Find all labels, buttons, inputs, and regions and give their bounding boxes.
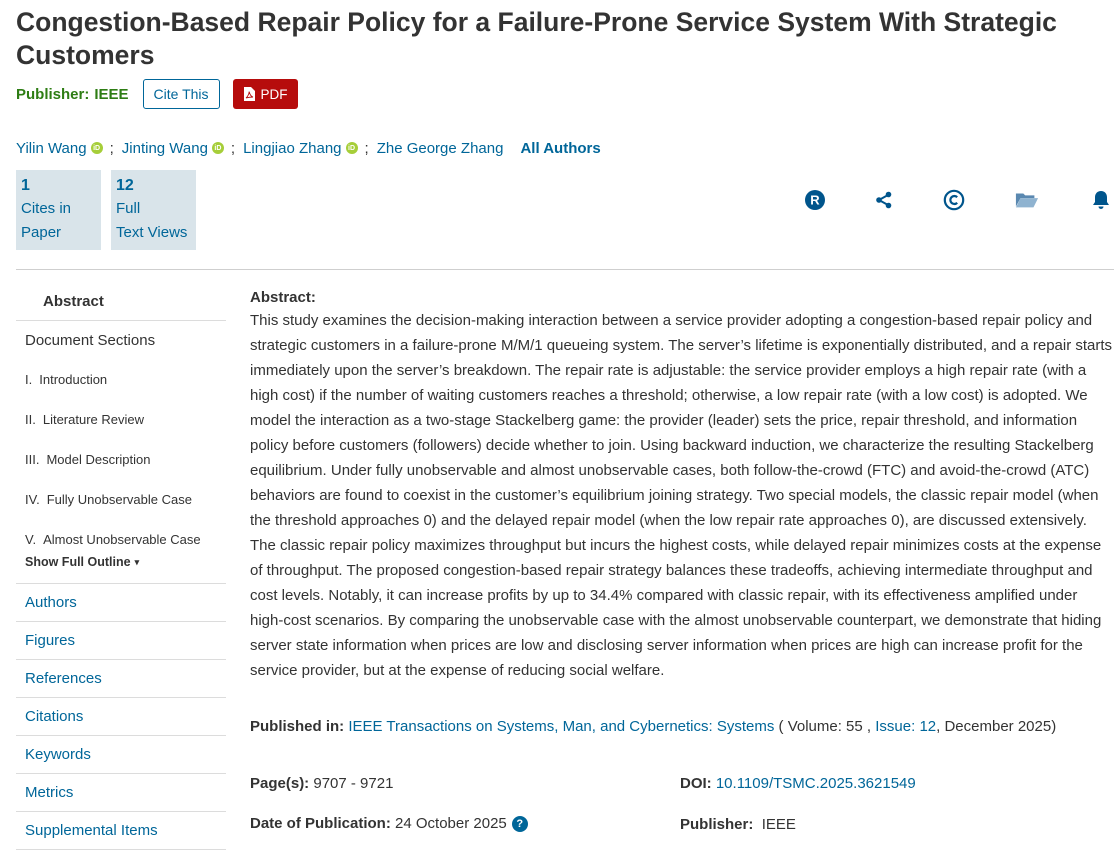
doi-field [680,774,916,794]
sidebar-section-link[interactable] [16,479,226,519]
section-number: III. [25,451,40,467]
cite-this-button[interactable]: Cite This [143,79,220,109]
sidebar-section-link[interactable] [16,439,226,479]
publisher-field [680,815,796,835]
publication-date-label: Date of Publication: [250,815,391,832]
sidebar-citations-link[interactable]: Citations [16,698,226,736]
author-link[interactable] [122,140,224,157]
share-icon[interactable] [872,188,896,212]
author-link[interactable] [377,140,504,157]
caret-down-icon[interactable]: ▾ [134,556,140,567]
publication-date-field [250,814,528,834]
all-authors-link[interactable]: All Authors [520,139,601,157]
show-full-outline-toggle[interactable] [16,552,226,572]
alerts-bell-icon[interactable] [1089,188,1113,212]
issue-link[interactable]: Issue: 12 [875,718,937,735]
publisher-name: IEEE [94,85,129,103]
metric-value[interactable]: 1 [21,177,30,194]
help-icon[interactable]: ? [512,816,528,832]
article-title: Congestion-Based Repair Policy for a Failure-Prone Service System With Strategic Customers [16,7,1057,70]
abstract-heading: Abstract: [250,289,316,306]
sidebar-supplemental-items-link[interactable]: Supplemental Items [16,812,226,850]
cites-in-paper-metric[interactable] [16,170,101,250]
sidebar-abstract-link[interactable]: Abstract [16,282,226,321]
pdf-icon [243,87,255,101]
publisher-meta-value: IEEE [761,816,796,833]
pages-field [250,774,393,794]
section-title[interactable]: Fully Unobservable Case [46,491,192,507]
pages-label: Page(s): [250,775,310,792]
sidebar-references-link[interactable]: References [16,660,226,698]
metric-value[interactable]: 12 [116,177,134,194]
sidebar-metrics-link[interactable]: Metrics [16,774,226,812]
show-outline-label[interactable]: Show Full Outline [25,555,131,569]
abstract-text: This study examines the decision-making interaction between a service provider adopting a congestion-based repair policy and strategic customers in a failure-prone M/M/1 queueing system. The server’s lifetime is exponentially distributed, and a repair starts immediately upon the server’s breakdown. The repair rate is adjustable: the service provider employs a high repair rate (with a high cost) if the number of waiting customers reaches a threshold; otherwise, a low repair rate (with a low cost) is adopted. We model the interaction as a two-stage Stackelberg game: the provider (leader) sets the price, repair threshold, and information policy before customers (followers) decide whether to join. Using backward induction, we characterize the resulting Stackelberg equilibrium. Under fully unobservable and almost unobservable cases, both follow-the-crowd (FTC) and avoid-the-crowd (ATC) behaviors are found to coexist in the customer’s equilibrium joining strategy. Two special models, the classic repair model (when the threshold approaches 0) and the delayed repair model (when the low repair rate approaches 0), are discussed extensively. The classic repair policy maximizes throughput but incurs the highest costs, while delayed repair minimizes costs at the expense of throughput. The proposed congestion-based repair strategy balances these tradeoffs, achieving intermediate throughput and cost levels. Notably, it can increase profits by up to 34.4% compared with classic repair, with its effectiveness amplified under high-cost scenarios. By comparing the unobservable case with the almost unobservable counterpart, we demonstrate that hiding server state information when prices are low and disclosing server information when prices are high can increase profit for the service provider, but at the expense of reducing social welfare. [250,312,1113,679]
document-sections-heading: Document Sections [25,331,156,349]
doi-label: DOI: [680,775,712,792]
abstract-section [250,288,1114,683]
sidebar-section-link[interactable] [16,399,226,439]
author-name[interactable]: Lingjiao Zhang [243,139,342,157]
section-title[interactable]: Literature Review [42,411,144,427]
author-name[interactable]: Yilin Wang [16,139,87,157]
section-number: II. [25,411,36,427]
folder-icon[interactable] [1015,188,1039,212]
section-title[interactable]: Almost Unobservable Case [43,531,201,547]
journal-link[interactable]: IEEE Transactions on Systems, Man, and Cybernetics: Systems [348,718,775,735]
pdf-button[interactable] [233,79,298,109]
sidebar-divider [16,572,226,584]
section-number: V. [25,531,37,547]
publisher-row [16,79,298,109]
sidebar-section-link[interactable] [16,359,226,399]
publisher-meta-label: Publisher: [680,816,754,833]
metric-label-line2: Text Views [116,224,188,241]
doi-link[interactable]: 10.1109/TSMC.2025.3621549 [715,775,916,792]
volume-text: ( Volume: 55 , [778,718,872,735]
section-number: I. [25,371,33,387]
copyright-icon[interactable] [942,188,966,212]
section-title[interactable]: Introduction [39,371,108,387]
author-separator: ; [109,139,114,157]
author-separator: ; [364,139,369,157]
author-link[interactable] [243,140,357,157]
metric-label-line1: Cites in [21,200,72,217]
sidebar-authors-link[interactable]: Authors [16,584,226,622]
orcid-icon[interactable]: iD [91,142,103,154]
section-title[interactable]: Model Description [46,451,151,467]
publisher-label: Publisher: [16,85,90,103]
section-number: IV. [25,491,40,507]
svg-text:R: R [810,192,820,208]
pages-value: 9707 - 9721 [313,775,394,792]
metric-label-line1: Full [116,200,141,217]
document-sidebar [16,282,226,850]
author-list [16,138,601,158]
author-separator: ; [230,139,236,157]
author-name[interactable]: Jinting Wang [121,139,208,157]
author-name[interactable]: Zhe George Zhang [376,139,504,157]
header-divider [16,269,1114,270]
sidebar-figures-link[interactable]: Figures [16,622,226,660]
pdf-label: PDF [260,86,288,102]
rights-icon[interactable] [803,188,827,212]
metric-label-line2: Paper [21,224,62,241]
orcid-icon[interactable]: iD [212,142,224,154]
published-in-label: Published in: [250,718,345,735]
published-in [250,717,1056,737]
author-link[interactable] [16,140,103,157]
sidebar-keywords-link[interactable]: Keywords [16,736,226,774]
issue-date-text: , December 2025) [936,718,1057,735]
orcid-icon[interactable]: iD [346,142,358,154]
full-text-views-metric[interactable] [111,170,196,250]
publication-date-value: 24 October 2025 [395,815,507,832]
